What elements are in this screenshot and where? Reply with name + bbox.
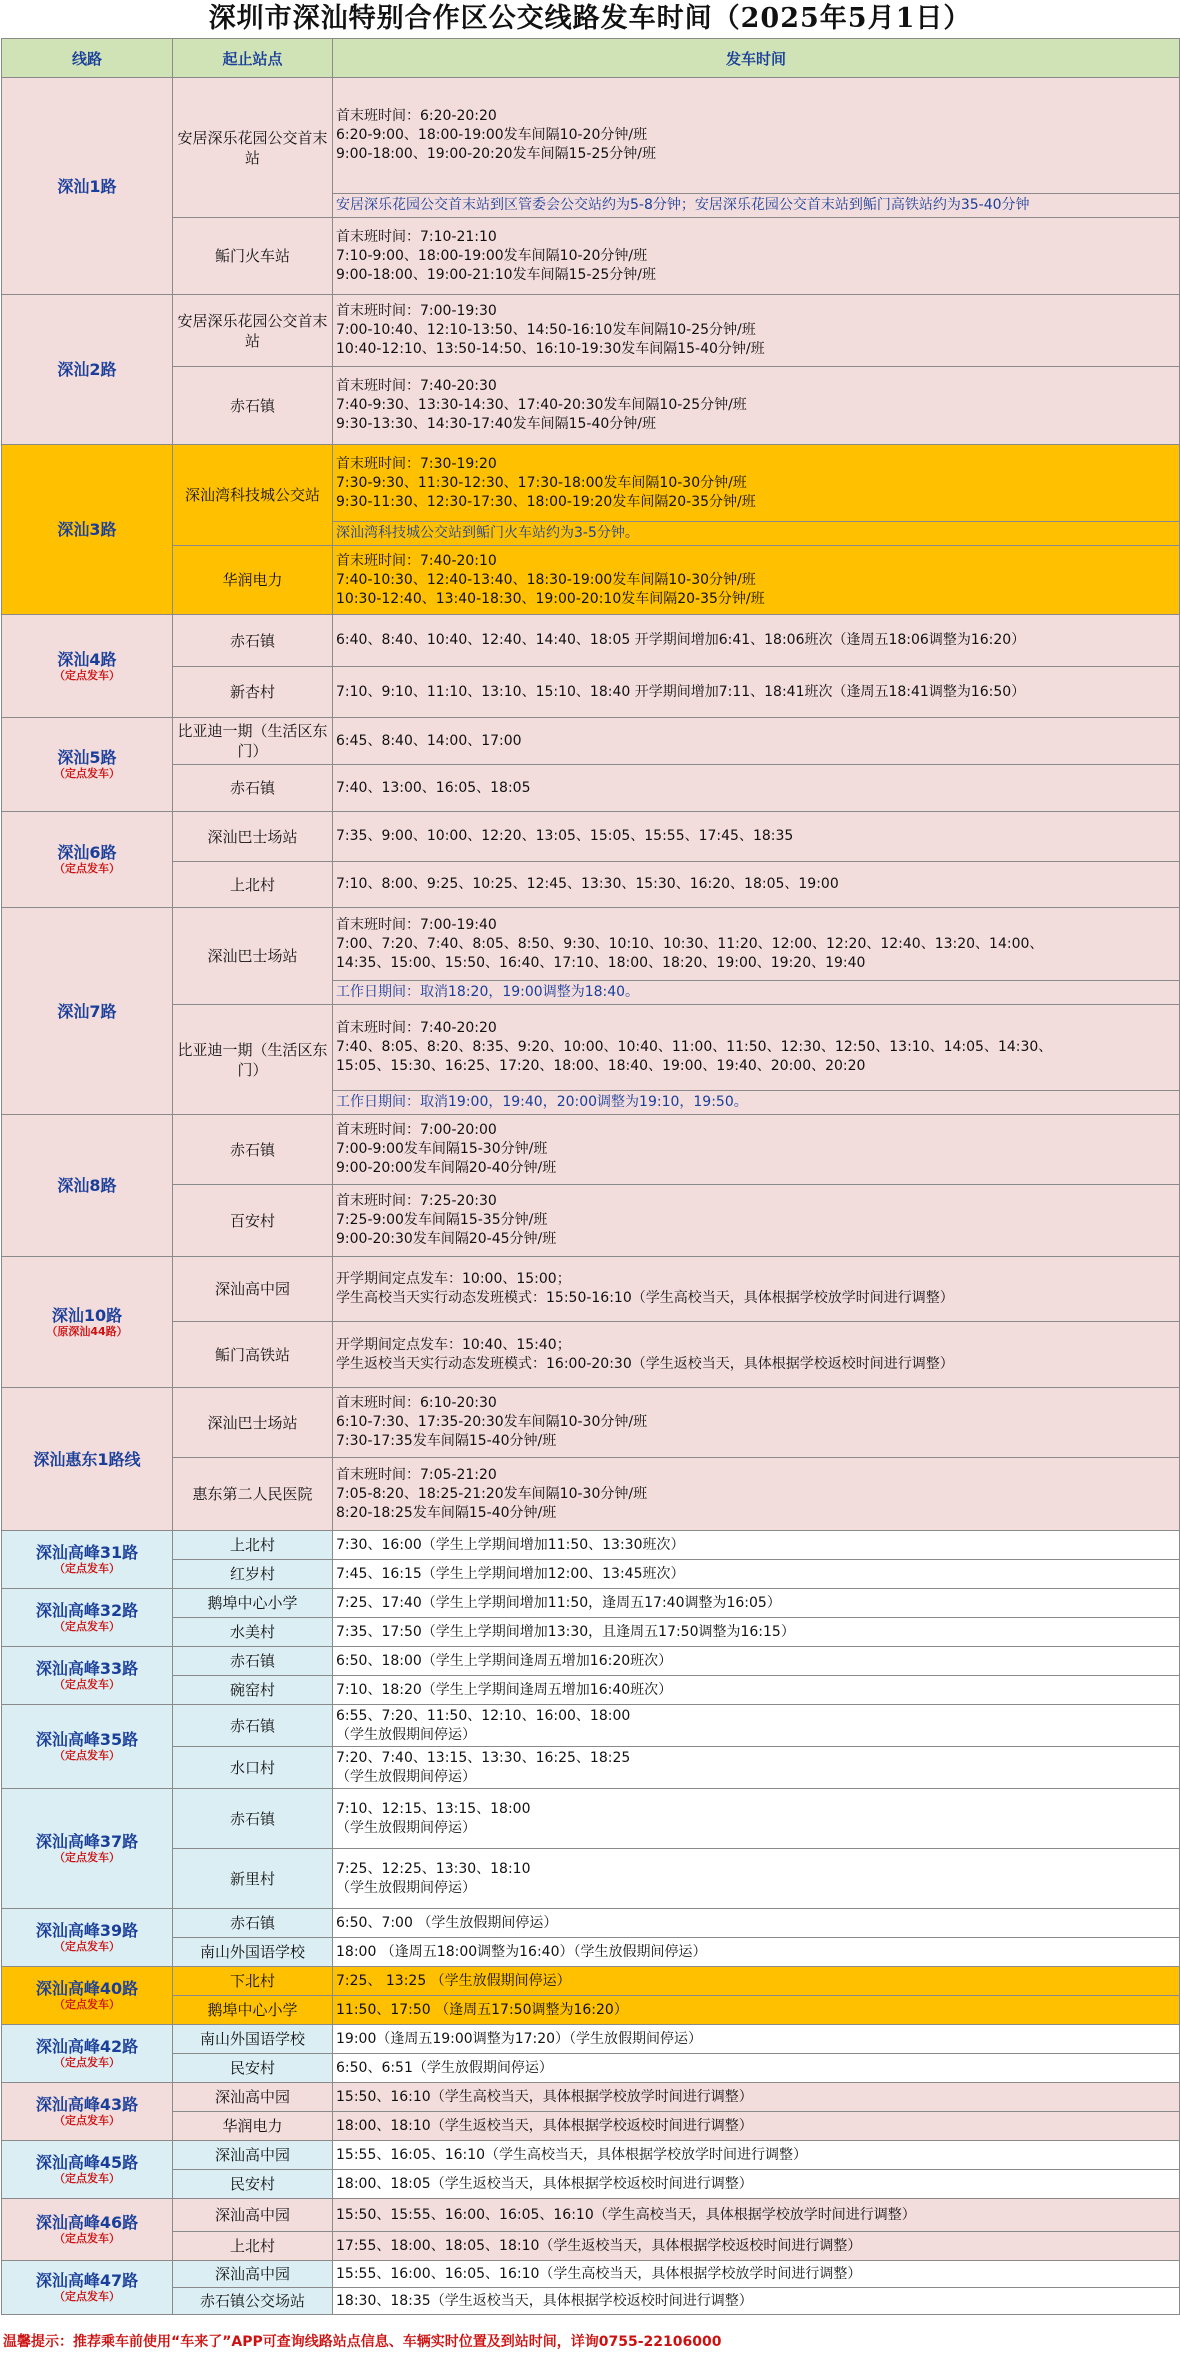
departure-times	[333, 1560, 1180, 1589]
route-name: 深汕10路	[51, 1305, 123, 1325]
route-name-cell	[2, 908, 173, 1115]
departure-time-line: 7:30、16:00（学生上学期间增加11:50、13:30班次）	[336, 1536, 685, 1553]
departure-time-line: 首末班时间：7:30-19:20	[336, 455, 497, 472]
terminal-stop: 上北村	[173, 2232, 333, 2261]
route-name-cell	[2, 2141, 173, 2199]
departure-times	[333, 1996, 1180, 2025]
departure-time-line: 首末班时间：6:10-20:30	[336, 1395, 497, 1411]
departure-time-line: 10:30-12:40、13:40-18:30、19:00-20:10发车间隔20-35分钟/班	[336, 590, 765, 607]
departure-time-line: 7:10-9:00、18:00-19:00发车间隔10-20分钟/班	[336, 247, 648, 264]
route-name: 深汕高峰46路	[35, 2213, 139, 2232]
table-row	[2, 908, 1180, 981]
terminal-stop: 新里村	[173, 1849, 333, 1909]
terminal-stop: 赤石镇	[173, 367, 333, 445]
departure-times	[333, 2112, 1180, 2141]
table-row	[2, 78, 1180, 194]
route-name: 深汕高峰37路	[35, 1832, 139, 1851]
departure-times	[333, 1531, 1180, 1560]
route-name-cell	[2, 2199, 173, 2261]
terminal-stop: 赤石镇	[173, 1789, 333, 1849]
table-row	[2, 2083, 1180, 2112]
route-name: 深汕高峰40路	[35, 1979, 139, 1998]
route-dispatch-mode: （定点发车）	[54, 2056, 120, 2069]
departure-times	[333, 2083, 1180, 2112]
departure-time-line: 6:10-7:30、17:35-20:30发车间隔10-30分钟/班	[336, 1414, 648, 1430]
terminal-stop: 深汕巴士场站	[173, 1388, 333, 1458]
terminal-stop: 鹅埠中心小学	[173, 1589, 333, 1618]
departure-time-line: 7:35、9:00、10:00、12:20、13:05、15:05、15:55、17:45、18:35	[336, 828, 794, 844]
terminal-stop: 南山外国语学校	[173, 1938, 333, 1967]
departure-times	[333, 2288, 1180, 2315]
departure-times	[333, 1322, 1180, 1388]
route-name: 深汕高峰35路	[35, 1730, 139, 1749]
departure-time-line: 7:40、8:05、8:20、8:35、9:20、10:00、10:40、11:00、11:50、12:30、12:50、13:10、14:05、14:30、	[336, 1039, 1053, 1055]
departure-time-line: 9:30-11:30、12:30-17:30、18:00-19:20发车间隔20-35分钟/班	[336, 493, 756, 510]
terminal-stop: 上北村	[173, 1531, 333, 1560]
table-row	[2, 1388, 1180, 1458]
table-row	[2, 1647, 1180, 1676]
table-row	[2, 1789, 1180, 1849]
route-dispatch-mode: （定点发车）	[54, 1998, 120, 2011]
departure-times	[333, 78, 1180, 194]
terminal-stop: 深汕湾科技城公交站	[173, 445, 333, 546]
terminal-stop: 水美村	[173, 1618, 333, 1647]
departure-times	[333, 2141, 1180, 2170]
route-name-cell	[2, 1115, 173, 1257]
table-row	[2, 367, 1180, 445]
departure-times	[333, 2261, 1180, 2288]
terminal-stop: 红岁村	[173, 1560, 333, 1589]
table-row	[2, 2054, 1180, 2083]
route-name-cell	[2, 812, 173, 908]
table-row	[2, 1185, 1180, 1257]
terminal-stop: 南山外国语学校	[173, 2025, 333, 2054]
departure-times	[333, 2170, 1180, 2199]
route-dispatch-mode: （定点发车）	[54, 1562, 120, 1575]
departure-times	[333, 1257, 1180, 1322]
departure-times	[333, 1388, 1180, 1458]
departure-time-line: 19:00（逢周五19:00调整为17:20）（学生放假期间停运）	[336, 2030, 703, 2047]
departure-times	[333, 1909, 1180, 1938]
route-name-cell	[2, 1531, 173, 1589]
departure-time-line: 7:10、9:10、11:10、13:10、15:10、18:40 开学期间增加7:11、18:41班次（逢周五18:41调整为16:50）	[336, 683, 1026, 700]
route-name-cell	[2, 1909, 173, 1967]
departure-times	[333, 218, 1180, 295]
departure-time-line: 18:00 （逢周五18:00调整为16:40）（学生放假期间停运）	[336, 1943, 707, 1960]
terminal-stop: 惠东第二人民医院	[173, 1458, 333, 1531]
departure-times	[333, 1647, 1180, 1676]
departure-time-line: 18:00、18:10（学生返校当天，具体根据学校返校时间进行调整）	[336, 2117, 753, 2134]
route-name: 深汕8路	[57, 1176, 117, 1195]
departure-time-line: 7:40-10:30、12:40-13:40、18:30-19:00发车间隔10-30分钟/班	[336, 571, 756, 588]
departure-times	[333, 1005, 1180, 1091]
route-name: 深汕高峰43路	[35, 2095, 139, 2114]
route-dispatch-mode: （定点发车）	[54, 2172, 120, 2185]
route-name: 深汕5路	[57, 748, 117, 767]
route-name: 深汕1路	[57, 176, 117, 196]
departure-time-line: （学生放假期间停运）	[336, 1726, 476, 1743]
departure-times	[333, 908, 1180, 981]
route-name-cell	[2, 2025, 173, 2083]
terminal-stop: 比亚迪一期（生活区东门）	[173, 1005, 333, 1115]
header-stop: 起止站点	[173, 39, 333, 78]
page-title: 深圳市深汕特别合作区公交线路发车时间（2025年5月1日）	[208, 3, 972, 34]
departure-time-line: 6:40、8:40、10:40、12:40、14:40、18:05 开学期间增加6:41、18:06班次（逢周五18:06调整为16:20）	[336, 632, 1026, 648]
departure-times	[333, 1705, 1180, 1747]
departure-time-line: 6:50、18:00（学生上学期间逢周五增加16:20班次）	[336, 1652, 673, 1669]
departure-time-line: 7:35、17:50（学生上学期间增加13:30，且逢周五17:50调整为16:15）	[336, 1623, 795, 1640]
table-row	[2, 718, 1180, 765]
table-row	[2, 2025, 1180, 2054]
route-dispatch-mode: （定点发车）	[54, 1851, 120, 1864]
route-name: 深汕高峰47路	[35, 2271, 139, 2290]
departure-time-line: 7:45、16:15（学生上学期间增加12:00、13:45班次）	[336, 1565, 685, 1582]
departure-time-line: 首末班时间：7:10-21:10	[336, 228, 497, 245]
departure-times	[333, 2054, 1180, 2083]
table-row	[2, 295, 1180, 367]
table-row	[2, 1747, 1180, 1789]
route-name: 深汕高峰32路	[35, 1601, 139, 1620]
terminal-stop: 赤石镇	[173, 615, 333, 667]
departure-time-line: 6:45、8:40、14:00、17:00	[336, 732, 522, 749]
departure-time-line: 首末班时间：7:00-20:00	[336, 1122, 497, 1138]
departure-times	[333, 1967, 1180, 1996]
terminal-stop: 赤石镇	[173, 765, 333, 812]
terminal-stop: 碗窑村	[173, 1676, 333, 1705]
departure-time-line: 7:00、7:20、7:40、8:05、8:50、9:30、10:10、10:30、11:20、12:00、12:20、12:40、13:20、14:00、	[336, 935, 1044, 952]
schedule-note: 工作日期间：取消18:20，19:00调整为18:40。	[333, 981, 1180, 1005]
departure-times	[333, 367, 1180, 445]
departure-time-line: （学生放假期间停运）	[336, 1879, 476, 1896]
table-row	[2, 1938, 1180, 1967]
route-dispatch-mode: （定点发车）	[54, 1678, 120, 1691]
route-name: 深汕2路	[57, 360, 117, 379]
terminal-stop: 鲘门高铁站	[173, 1322, 333, 1388]
terminal-stop: 华润电力	[173, 2112, 333, 2141]
departure-time-line: 8:20-18:25发车间隔15-40分钟/班	[336, 1504, 557, 1521]
departure-times	[333, 1589, 1180, 1618]
route-name-cell	[2, 615, 173, 718]
departure-times	[333, 2232, 1180, 2261]
terminal-stop: 深汕高中园	[173, 2083, 333, 2112]
terminal-stop: 深汕巴士场站	[173, 812, 333, 862]
route-dispatch-mode: （定点发车）	[54, 1749, 120, 1762]
departure-time-line: 7:25、12:25、13:30、18:10	[336, 1860, 531, 1877]
departure-time-line: 7:30-17:35发车间隔15-40分钟/班	[336, 1433, 557, 1449]
departure-times	[333, 1938, 1180, 1967]
departure-time-line: 开学期间定点发车：10:40、15:40；	[336, 1336, 571, 1353]
departure-time-line: 6:50、6:51（学生放假期间停运）	[336, 2059, 553, 2076]
route-name-cell	[2, 1647, 173, 1705]
departure-time-line: 7:25、 13:25 （学生放假期间停运）	[336, 1972, 571, 1989]
departure-time-line: 开学期间定点发车：10:00、15:00；	[336, 1271, 571, 1287]
schedule-note: 工作日期间：取消19:00，19:40，20:00调整为19:10，19:50。	[333, 1091, 1180, 1115]
terminal-stop: 深汕高中园	[173, 2261, 333, 2288]
route-name: 深汕4路	[57, 649, 117, 669]
table-row	[2, 2141, 1180, 2170]
terminal-stop: 深汕高中园	[173, 1257, 333, 1322]
departure-time-line: 首末班时间：7:00-19:30	[336, 303, 497, 319]
departure-time-line: 11:50、17:50 （逢周五17:50调整为16:20）	[336, 2001, 628, 2018]
table-row	[2, 546, 1180, 615]
departure-times	[333, 295, 1180, 367]
departure-times	[333, 2199, 1180, 2232]
departure-time-line: 14:35、15:00、15:50、16:40、17:10、18:00、18:20、19:00、19:20、19:40	[336, 954, 866, 971]
departure-time-line: 18:00、18:05（学生返校当天，具体根据学校返校时间进行调整）	[336, 2175, 753, 2192]
table-row	[2, 1676, 1180, 1705]
table-row	[2, 1257, 1180, 1322]
departure-time-line: 7:10、18:20（学生上学期间逢周五增加16:40班次）	[336, 1681, 673, 1698]
route-dispatch-mode: （定点发车）	[54, 2232, 120, 2245]
departure-time-line: 7:10、8:00、9:25、10:25、12:45、13:30、15:30、16:20、18:05、19:00	[336, 876, 839, 892]
route-name-cell	[2, 1967, 173, 2025]
departure-time-line: 7:30-9:30、11:30-12:30、17:30-18:00发车间隔10-30分钟/班	[336, 474, 747, 491]
table-row	[2, 615, 1180, 667]
route-name: 深汕高峰42路	[35, 2037, 139, 2056]
table-row	[2, 1115, 1180, 1185]
terminal-stop: 深汕巴士场站	[173, 908, 333, 1005]
terminal-stop: 安居深乐花园公交首末站	[173, 78, 333, 218]
terminal-stop: 比亚迪一期（生活区东门）	[173, 718, 333, 765]
table-row	[2, 1322, 1180, 1388]
terminal-stop: 下北村	[173, 1967, 333, 1996]
departure-time-line: 首末班时间：7:40-20:20	[336, 1020, 497, 1036]
route-name-cell	[2, 1388, 173, 1531]
schedule-body	[2, 78, 1180, 2315]
departure-times	[333, 718, 1180, 765]
table-row	[2, 1909, 1180, 1938]
departure-time-line: 9:00-20:00发车间隔20-40分钟/班	[336, 1160, 557, 1176]
route-name: 深汕惠东1路线	[33, 1449, 141, 1469]
route-name: 深汕高峰31路	[35, 1543, 139, 1562]
route-dispatch-mode: （定点发车）	[54, 862, 120, 875]
departure-times	[333, 765, 1180, 812]
terminal-stop: 赤石镇	[173, 1115, 333, 1185]
route-name-cell	[2, 1257, 173, 1388]
route-dispatch-mode: （定点发车）	[54, 668, 120, 682]
terminal-stop: 深汕高中园	[173, 2141, 333, 2170]
departure-times	[333, 1458, 1180, 1531]
departure-times	[333, 862, 1180, 908]
route-name: 深汕高峰45路	[35, 2153, 139, 2172]
departure-times	[333, 1618, 1180, 1647]
table-row	[2, 2112, 1180, 2141]
terminal-stop: 华润电力	[173, 546, 333, 615]
departure-time-line: 6:50、7:00 （学生放假期间停运）	[336, 1914, 558, 1931]
route-dispatch-mode: （定点发车）	[54, 2114, 120, 2127]
table-row	[2, 1967, 1180, 1996]
schedule-note: 安居深乐花园公交首末站到区管委会公交站约为5-8分钟；安居深乐花园公交首末站到鲘门高铁站约为35-40分钟	[333, 194, 1180, 218]
table-row	[2, 862, 1180, 908]
departure-times	[333, 445, 1180, 522]
departure-time-line: 首末班时间：7:05-21:20	[336, 1466, 497, 1483]
departure-time-line: 17:55、18:00、18:05、18:10（学生返校当天，具体根据学校返校时间进行调整）	[336, 2237, 862, 2254]
route-dispatch-mode: （定点发车）	[54, 2290, 120, 2303]
departure-time-line: 7:40、13:00、16:05、18:05	[336, 779, 531, 796]
departure-time-line: 6:20-9:00、18:00-19:00发车间隔10-20分钟/班	[336, 127, 648, 143]
route-name-cell	[2, 78, 173, 295]
departure-time-line: 10:40-12:10、13:50-14:50、16:10-19:30发车间隔15-40分钟/班	[336, 341, 765, 357]
departure-time-line: 15:50、15:55、16:00、16:05、16:10（学生高校当天，具体根据学校放学时间进行调整）	[336, 2206, 916, 2223]
departure-times	[333, 2025, 1180, 2054]
departure-times	[333, 1676, 1180, 1705]
departure-time-line: 9:00-18:00、19:00-20:20发车间隔15-25分钟/班	[336, 146, 656, 162]
departure-times	[333, 1115, 1180, 1185]
route-name-cell	[2, 1789, 173, 1909]
departure-time-line: 6:55、7:20、11:50、12:10、16:00、18:00	[336, 1707, 631, 1724]
departure-time-line: 9:00-18:00、19:00-21:10发车间隔15-25分钟/班	[336, 266, 656, 283]
departure-time-line: 7:00-9:00发车间隔15-30分钟/班	[336, 1141, 548, 1157]
table-row	[2, 2199, 1180, 2232]
departure-times	[333, 812, 1180, 862]
terminal-stop: 鲘门火车站	[173, 218, 333, 295]
departure-time-line: 首末班时间：6:20-20:20	[336, 108, 497, 124]
table-row	[2, 1531, 1180, 1560]
table-row	[2, 1618, 1180, 1647]
table-row	[2, 1996, 1180, 2025]
terminal-stop: 民安村	[173, 2170, 333, 2199]
departure-time-line: 9:30-13:30、14:30-17:40发车间隔15-40分钟/班	[336, 416, 656, 432]
table-row	[2, 1705, 1180, 1747]
departure-time-line: 7:10、12:15、13:15、18:00	[336, 1800, 531, 1817]
departure-time-line: 7:00-10:40、12:10-13:50、14:50-16:10发车间隔10-25分钟/班	[336, 322, 756, 338]
terminal-stop: 上北村	[173, 862, 333, 908]
route-dispatch-mode: （定点发车）	[54, 1620, 120, 1633]
route-name-cell	[2, 1705, 173, 1789]
departure-time-line: 首末班时间：7:40-20:10	[336, 552, 497, 569]
header-line: 线路	[2, 39, 173, 78]
table-row	[2, 1458, 1180, 1531]
terminal-stop: 安居深乐花园公交首末站	[173, 295, 333, 367]
departure-time-line: 15:05、15:30、16:25、17:20、18:00、18:40、19:00、19:40、20:00、20:20	[336, 1058, 866, 1074]
departure-times	[333, 667, 1180, 718]
table-row	[2, 1005, 1180, 1091]
table-row	[2, 2170, 1180, 2199]
schedule-note: 深汕湾科技城公交站到鲘门火车站约为3-5分钟。	[333, 522, 1180, 546]
table-row	[2, 445, 1180, 522]
terminal-stop: 赤石镇公交场站	[173, 2288, 333, 2315]
table-header-row	[2, 39, 1180, 78]
route-name-cell	[2, 2083, 173, 2141]
terminal-stop: 民安村	[173, 2054, 333, 2083]
route-name: 深汕高峰33路	[35, 1659, 139, 1678]
route-dispatch-mode: （定点发车）	[54, 1940, 120, 1953]
departure-time-line: 首末班时间：7:25-20:30	[336, 1193, 497, 1209]
departure-times	[333, 1185, 1180, 1257]
departure-time-line: 7:05-8:20、18:25-21:20发车间隔10-30分钟/班	[336, 1485, 648, 1502]
departure-time-line: （学生放假期间停运）	[336, 1768, 476, 1785]
table-row	[2, 1849, 1180, 1909]
departure-time-line: 首末班时间：7:00-19:40	[336, 916, 497, 933]
departure-time-line: 7:40-9:30、13:30-14:30、17:40-20:30发车间隔10-25分钟/班	[336, 397, 747, 413]
route-name-cell	[2, 445, 173, 615]
terminal-stop: 鹅埠中心小学	[173, 1996, 333, 2025]
footer-tip: 温馨提示：推荐乘车前使用“车来了”APP可查询线路站点信息、车辆实时位置及到站时间，详询0755-22106000	[3, 2334, 722, 2350]
departure-time-line: 9:00-20:30发车间隔20-45分钟/班	[336, 1231, 557, 1247]
departure-times	[333, 546, 1180, 615]
header-time: 发车时间	[333, 39, 1180, 78]
route-name-cell	[2, 295, 173, 445]
departure-time-line: 15:55、16:00、16:05、16:10（学生高校当天，具体根据学校放学时间进行调整）	[336, 2265, 862, 2282]
route-name: 深汕3路	[57, 520, 117, 539]
departure-times	[333, 1849, 1180, 1909]
departure-time-line: 7:25-9:00发车间隔15-35分钟/班	[336, 1212, 548, 1228]
table-row	[2, 667, 1180, 718]
route-dispatch-mode: （定点发车）	[54, 767, 120, 780]
terminal-stop: 水口村	[173, 1747, 333, 1789]
table-row	[2, 2288, 1180, 2315]
departure-time-line: 学生返校当天实行动态发班模式：16:00-20:30（学生返校当天，具体根据学校返校时间进行调整）	[336, 1355, 954, 1372]
route-name: 深汕6路	[57, 843, 117, 862]
table-row	[2, 812, 1180, 862]
terminal-stop: 深汕高中园	[173, 2199, 333, 2232]
table-row	[2, 1560, 1180, 1589]
departure-time-line: 7:25、17:40（学生上学期间增加11:50，逢周五17:40调整为16:05）	[336, 1594, 781, 1611]
departure-time-line: 15:55、16:05、16:10（学生高校当天，具体根据学校放学时间进行调整）	[336, 2146, 808, 2163]
departure-time-line: 7:20、7:40、13:15、13:30、16:25、18:25	[336, 1749, 631, 1766]
table-row	[2, 765, 1180, 812]
terminal-stop: 赤石镇	[173, 1909, 333, 1938]
terminal-stop: 赤石镇	[173, 1705, 333, 1747]
departure-times	[333, 1747, 1180, 1789]
departure-time-line: 学生高校当天实行动态发班模式：15:50-16:10（学生高校当天，具体根据学校放学时间进行调整）	[336, 1290, 954, 1306]
route-name-cell	[2, 718, 173, 812]
departure-times	[333, 615, 1180, 667]
departure-time-line: 18:30、18:35（学生返校当天，具体根据学校返校时间进行调整）	[336, 2292, 753, 2309]
departure-times	[333, 1789, 1180, 1849]
table-row	[2, 2261, 1180, 2288]
schedule-table	[1, 38, 1180, 2315]
departure-time-line: 首末班时间：7:40-20:30	[336, 378, 497, 394]
terminal-stop: 百安村	[173, 1185, 333, 1257]
terminal-stop: 新杏村	[173, 667, 333, 718]
route-name: 深汕7路	[57, 1001, 117, 1021]
route-dispatch-mode: （原深汕44路）	[46, 1324, 128, 1338]
table-row	[2, 2232, 1180, 2261]
departure-time-line: （学生放假期间停运）	[336, 1819, 476, 1836]
route-name-cell	[2, 1589, 173, 1647]
table-row	[2, 1589, 1180, 1618]
route-name: 深汕高峰39路	[35, 1921, 139, 1940]
terminal-stop: 赤石镇	[173, 1647, 333, 1676]
departure-time-line: 15:50、16:10（学生高校当天，具体根据学校放学时间进行调整）	[336, 2088, 753, 2105]
route-name-cell	[2, 2261, 173, 2315]
table-row	[2, 218, 1180, 295]
